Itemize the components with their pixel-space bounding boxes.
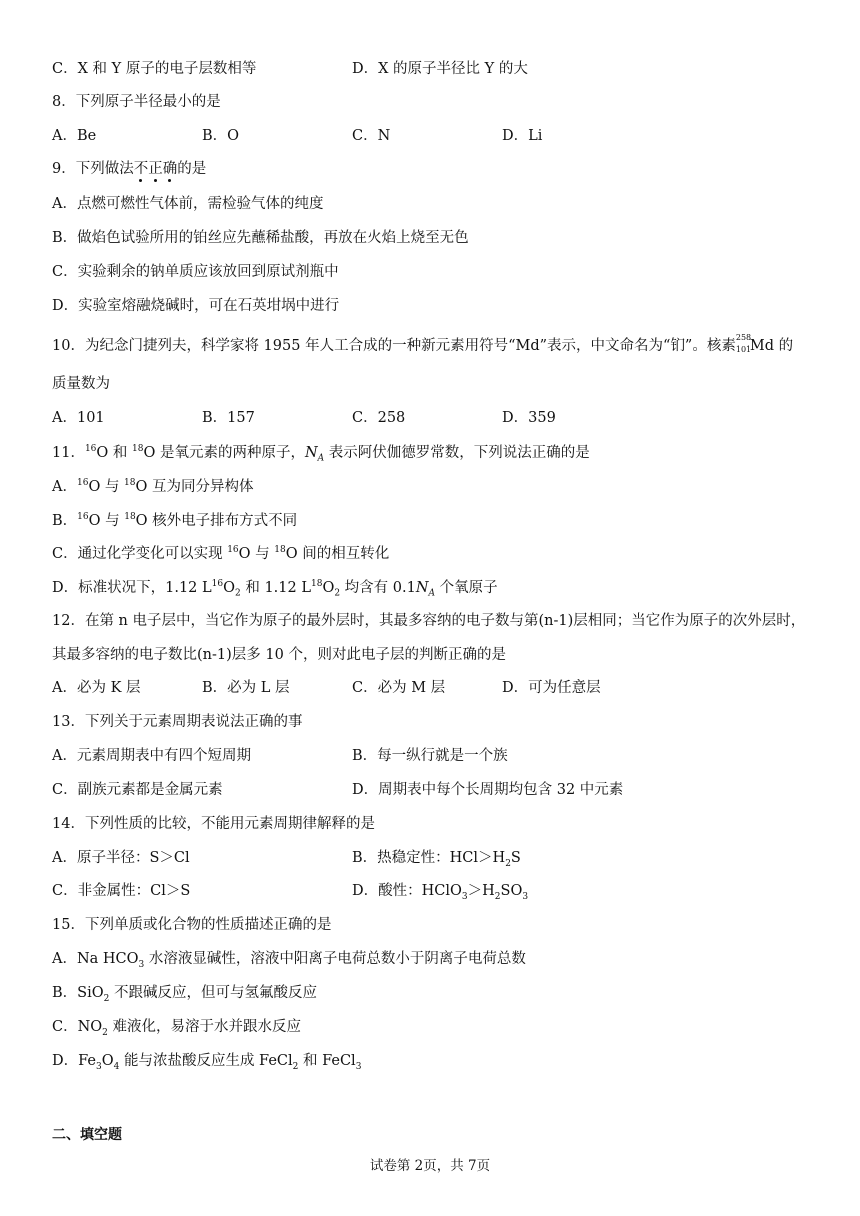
q12-stem-line1: 12．在第 n 电子层中，当它作为原子的最外层时，其最多容纳的电子数与第(n-1)层相同；当它作为原子的次外层时， xyxy=(52,613,806,629)
q14-d-sub2: 2 xyxy=(494,891,501,902)
q14-b-post: S xyxy=(510,850,521,866)
q11-a-pre: A． xyxy=(52,478,77,495)
q13-option-a[interactable]: A．元素周期表中有四个短周期 xyxy=(52,748,251,764)
q9-emphasis-bu: 不 xyxy=(133,161,149,177)
q11-d-sup18: 18 xyxy=(310,579,323,589)
q15-option-c[interactable] xyxy=(52,1020,301,1038)
q11-d-sup16: 16 xyxy=(211,579,224,589)
q15-d-sub2: 4 xyxy=(113,1061,120,1072)
q11-c-post: O 间的相互转化 xyxy=(285,545,390,562)
q11-c-sup16: 16 xyxy=(227,545,239,555)
q11-sup-16: 16 xyxy=(84,444,97,454)
q11-d-na: N xyxy=(415,579,429,596)
q9-option-b[interactable]: B．做焰色试验所用的铂丝应先蘸稀盐酸，再放在火焰上烧至无色 xyxy=(52,230,469,246)
q15-d-pre: D．Fe xyxy=(52,1053,96,1069)
q11-avogadro-n: N xyxy=(304,444,318,461)
q12-option-c[interactable]: C．必为 M 层 xyxy=(352,680,446,696)
q8-options-row xyxy=(52,129,842,149)
q14-d-mid: ＞H xyxy=(467,883,495,899)
q7-options-row xyxy=(52,62,842,82)
q9-stem-post: 的是 xyxy=(177,161,207,177)
q14-d-pre: D．酸性：HClO xyxy=(352,883,462,899)
q7-option-d[interactable]: D．X 的原子半径比 Y 的大 xyxy=(352,61,528,77)
q9-option-d[interactable]: D．实验室熔融烧碱时，可在石英坩埚中进行 xyxy=(52,298,340,314)
q9-option-c[interactable]: C．实验剩余的钠单质应该放回到原试剂瓶中 xyxy=(52,264,339,280)
q11-c-sup18: 18 xyxy=(274,545,286,555)
q11-c-pre: C．通过化学变化可以实现 xyxy=(52,545,228,562)
q14-b-pre: B．热稳定性：HCl＞H xyxy=(352,850,506,866)
q11-d-mid3: O xyxy=(322,579,335,596)
q11-d-pre: D．标准状况下，1.12 L xyxy=(52,579,212,596)
q10-stem-line2: 质量数为 xyxy=(52,376,110,392)
q11-option-b[interactable] xyxy=(52,513,297,528)
q11-a-mid: O 与 xyxy=(88,478,125,495)
q15-b-sub: 2 xyxy=(103,993,110,1004)
q15-d-mid3: 和 FeCl xyxy=(298,1053,356,1069)
q10-stem-pre: 10．为纪念门捷列夫，科学家将 1955 年人工合成的一种新元素用符号“Md”表示，中文命名为“钔”。核素 xyxy=(52,338,736,354)
q11-d-mid2: 和 1.12 L xyxy=(240,579,311,596)
q14-stem: 14．下列性质的比较，不能用元素周期律解释的是 xyxy=(52,816,375,832)
q15-c-sub: 2 xyxy=(102,1027,108,1038)
q8-option-d[interactable]: D．Li xyxy=(502,128,543,144)
q11-c-mid: O 与 xyxy=(238,545,275,562)
q11-d-sub1: 2 xyxy=(235,588,241,599)
q10-mass-number: 258 xyxy=(735,333,752,342)
q11-b-sup18: 18 xyxy=(124,512,136,522)
q15-d-mid2: 能与浓盐酸反应生成 FeCl xyxy=(119,1053,293,1069)
q11-number: 11． xyxy=(52,444,85,461)
q15-stem: 15．下列单质或化合物的性质描述正确的是 xyxy=(52,917,332,933)
q15-c-post: 难液化，易溶于水并跟水反应 xyxy=(107,1019,302,1035)
q10-element-symbol: Md xyxy=(749,338,774,354)
q11-stem xyxy=(52,445,590,464)
q8-option-c[interactable]: C．N xyxy=(352,128,391,144)
q15-d-sub1: 3 xyxy=(95,1061,102,1072)
q11-b-mid: O 与 xyxy=(88,512,125,529)
q9-stem xyxy=(52,162,206,177)
q10-nuclide-notation xyxy=(735,333,752,354)
q15-c-pre: C．NO xyxy=(52,1019,103,1035)
q14-option-c[interactable]: C．非金属性：Cl＞S xyxy=(52,883,191,899)
q13-stem: 13．下列关于元素周期表说法正确的事 xyxy=(52,714,303,730)
q10-atomic-number: 101 xyxy=(735,345,752,354)
q11-b-sup16: 16 xyxy=(77,512,89,522)
q11-d-mid: O xyxy=(223,579,235,596)
q12-option-a[interactable]: A．必为 K 层 xyxy=(52,680,141,696)
q11-d-post2: 个氧原子 xyxy=(435,579,498,596)
q7-option-c[interactable]: C．X 和 Y 原子的电子层数相等 xyxy=(52,61,257,77)
q10-option-d[interactable]: D．359 xyxy=(502,410,556,426)
q10-option-a[interactable]: A．101 xyxy=(52,410,105,426)
q15-d-sub3: 2 xyxy=(292,1061,299,1072)
q15-option-b[interactable] xyxy=(52,986,317,1004)
page-footer: 试卷第 2页，共 7页 xyxy=(369,1158,491,1174)
q14-d-sub1: 3 xyxy=(461,891,468,902)
q13-option-b[interactable]: B．每一纵行就是一个族 xyxy=(352,748,508,764)
q11-a-sup16: 16 xyxy=(76,478,89,488)
q10-option-c[interactable]: C．258 xyxy=(352,410,406,426)
q8-stem: 8．下列原子半径最小的是 xyxy=(52,94,221,110)
q12-stem-line2: 其最多容纳的电子数比(n-1)层多 10 个，则对此电子层的判断正确的是 xyxy=(52,647,506,663)
q15-d-mid: O xyxy=(101,1053,114,1069)
q10-stem-post: 的 xyxy=(774,338,794,354)
q9-stem-pre: 9．下列做法 xyxy=(52,161,134,177)
q15-b-post: 不跟碱反应，但可与氢氟酸反应 xyxy=(109,985,317,1001)
q10-option-b[interactable]: B．157 xyxy=(202,410,255,426)
q11-sup-18: 18 xyxy=(132,444,144,454)
q9-option-a[interactable]: A．点燃可燃性气体前，需检验气体的纯度 xyxy=(52,196,324,212)
q14-option-a[interactable]: A．原子半径：S＞Cl xyxy=(52,850,190,866)
q11-d-na-sub: A xyxy=(428,588,436,599)
q11-stem-b: O 是氧元素的两种原子， xyxy=(143,444,305,461)
q15-d-sub4: 3 xyxy=(355,1061,362,1072)
section-heading-fill-in: 二、填空题 xyxy=(52,1127,122,1143)
q10-options-row xyxy=(52,411,842,431)
q10-stem xyxy=(52,333,794,354)
q11-b-pre: B． xyxy=(52,512,78,529)
q11-option-c[interactable] xyxy=(52,546,389,561)
q11-a-post: O 互为同分异构体 xyxy=(135,478,254,495)
q15-b-pre: B．SiO xyxy=(52,985,104,1001)
q13-options-row2 xyxy=(52,783,842,803)
q9-emphasis-zheng: 正 xyxy=(148,161,163,177)
q11-option-d[interactable] xyxy=(52,580,498,599)
q15-a-post: 水溶液显碱性，溶液中阳离子电荷总数小于阴离子电荷总数 xyxy=(144,951,526,967)
q14-options-row1 xyxy=(52,851,842,871)
q11-avogadro-sub: A xyxy=(317,453,325,464)
q15-a-sub: 3 xyxy=(138,959,145,970)
q12-option-b[interactable]: B．必为 L 层 xyxy=(202,680,290,696)
q11-a-sup18: 18 xyxy=(124,478,136,488)
q14-d-sub3: 3 xyxy=(522,891,529,902)
q11-option-a[interactable] xyxy=(52,479,254,494)
q12-options-row xyxy=(52,681,842,701)
q13-options-row1 xyxy=(52,749,842,769)
q12-option-d[interactable]: D．可为任意层 xyxy=(502,680,601,696)
q11-d-post1: 均含有 0.1 xyxy=(340,579,416,596)
q14-b-sub: 2 xyxy=(505,858,511,869)
q9-emphasis-que: 确 xyxy=(162,161,178,177)
q14-d-mid2: SO xyxy=(500,883,523,899)
q14-options-row2 xyxy=(52,884,842,904)
q13-option-d[interactable]: D．周期表中每个长周期均包含 32 中元素 xyxy=(352,782,624,798)
q11-d-sub2: 2 xyxy=(334,588,341,599)
q8-option-b[interactable]: B．O xyxy=(202,128,240,144)
q11-b-post: O 核外电子排布方式不同 xyxy=(135,512,298,529)
q15-option-d[interactable] xyxy=(52,1054,361,1072)
q8-option-a[interactable]: A．Be xyxy=(52,128,97,144)
q13-option-c[interactable]: C．副族元素都是金属元素 xyxy=(52,782,223,798)
q11-stem-c: 表示阿伏伽德罗常数，下列说法正确的是 xyxy=(324,444,590,461)
q15-a-pre: A．Na HCO xyxy=(52,951,139,967)
q14-option-b[interactable] xyxy=(352,851,521,869)
q14-option-d[interactable] xyxy=(352,884,528,902)
q11-stem-a: O 和 xyxy=(96,444,133,461)
q15-option-a[interactable] xyxy=(52,952,526,970)
